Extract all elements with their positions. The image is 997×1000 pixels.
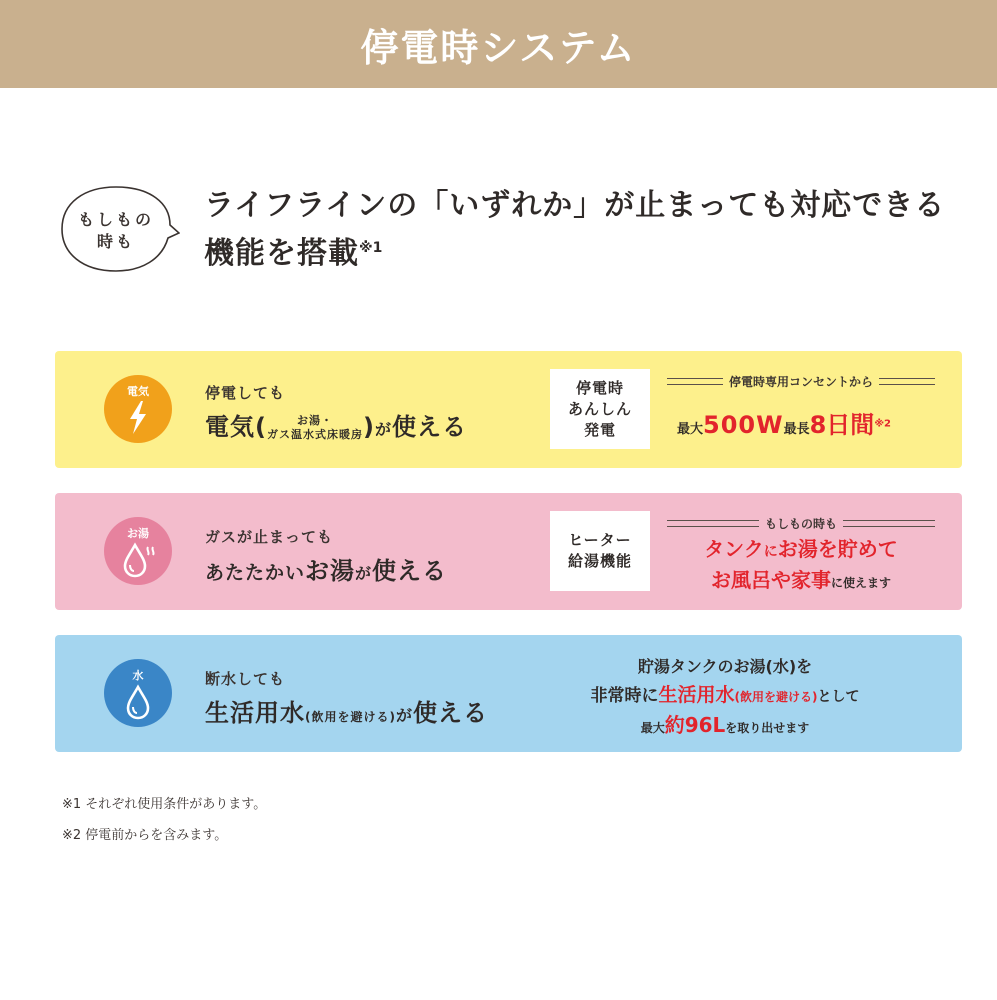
rule-title-power: 停電時専用コンセントから [667, 373, 935, 390]
water-drop-icon [104, 681, 172, 721]
speech-bubble [58, 183, 180, 275]
hot-water-badge-label: お湯 [127, 527, 149, 540]
water-detail: 貯湯タンクのお湯(水)を 非常時に生活用水(飲用を避ける)として 最大約96Lを取り出せます [590, 657, 860, 737]
card-water-title: 生活用水(飲用を避ける)が使える [205, 699, 488, 727]
card-hot-water-title: あたたかいお湯が使える [205, 557, 448, 585]
feature-box-heater: ヒーター 給湯機能 [550, 511, 650, 591]
hot-water-badge [104, 517, 172, 585]
bubble-line-2: 時も [96, 232, 135, 251]
page-title: 停電時システム [360, 25, 637, 70]
water-badge [104, 659, 172, 727]
card-hot-water [55, 493, 962, 610]
electricity-badge [104, 375, 172, 443]
card-electricity [55, 351, 962, 468]
card-hot-water-lead: ガスが止まっても [205, 528, 334, 546]
headline-note: ※1 [359, 240, 383, 256]
bubble-line-1: もしもの [77, 210, 154, 229]
hot-water-drop-icon [104, 539, 172, 579]
card-water-lead: 断水しても [205, 670, 286, 688]
rule-title-heater: もしもの時も [667, 515, 935, 532]
heater-detail: タンクにお湯を貯めて お風呂や家事に使えます [704, 537, 898, 592]
footnote-1: ※1 それぞれ使用条件があります。 [62, 797, 267, 812]
water-badge-label: 水 [132, 669, 144, 682]
headline-line-1: ライフラインの「いずれか」が止まっても対応できる [204, 188, 946, 223]
electricity-badge-label: 電気 [127, 385, 149, 398]
card-water [55, 635, 962, 752]
lightning-icon [104, 397, 172, 437]
power-spec: 最大500W最長8日間$^{※2}$ [677, 411, 891, 439]
header-bar [0, 0, 997, 88]
footnote-2: ※2 停電前からを含みます。 [62, 828, 228, 843]
headline-line-2: 機能を搭載 [204, 236, 359, 271]
headline [204, 185, 964, 275]
feature-box-power: 停電時 あんしん 発電 [550, 369, 650, 449]
card-electricity-title: 電気( お湯・ ガス温水式床暖房)が使える [205, 413, 467, 441]
card-electricity-lead: 停電しても [205, 384, 286, 402]
